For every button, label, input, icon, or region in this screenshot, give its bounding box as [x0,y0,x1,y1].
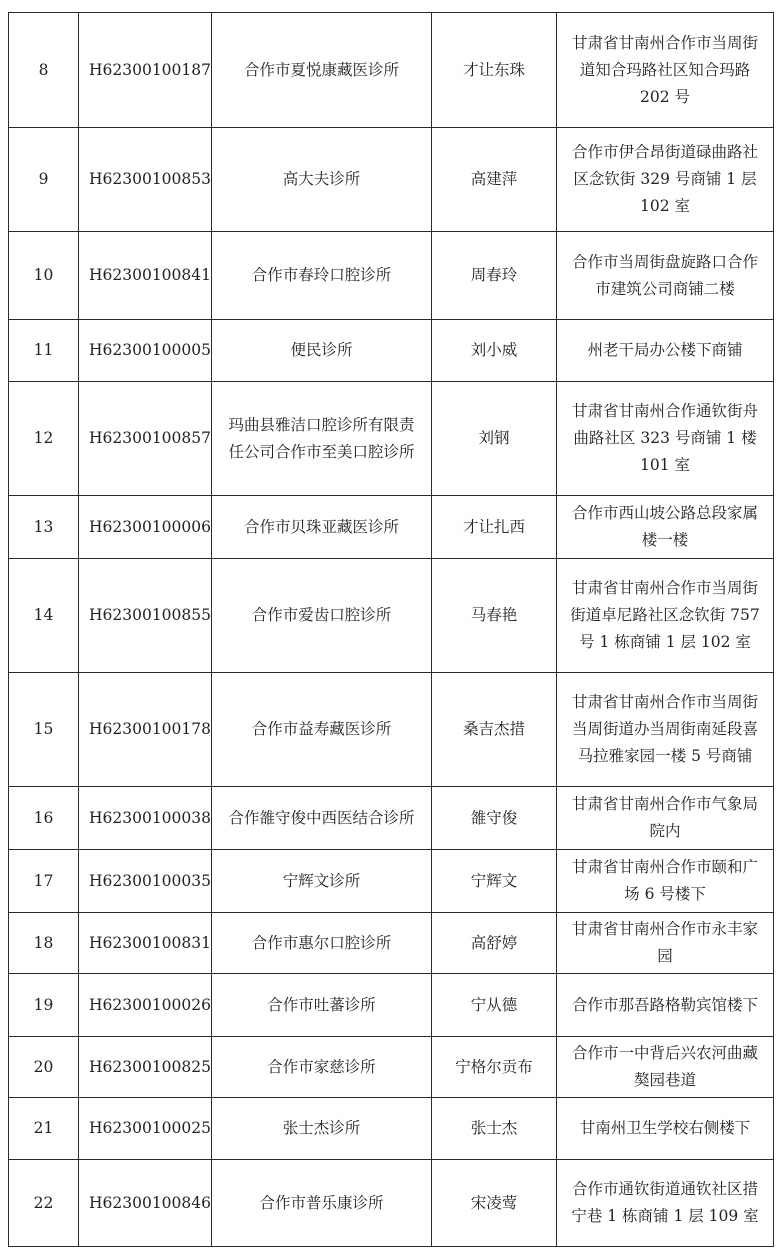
registration-code-cell: H62300100035 [79,850,212,913]
owner-name-cell: 宁从德 [432,974,557,1037]
clinic-name-cell: 张士杰诊所 [212,1098,432,1160]
address-cell: 合作市那吾路格勒宾馆楼下 [557,974,774,1037]
clinic-name-cell: 宁辉文诊所 [212,850,432,913]
owner-name-cell: 宋凌莺 [432,1160,557,1247]
clinic-name-cell: 合作市夏悦康藏医诊所 [212,13,432,128]
address-cell: 州老干局办公楼下商铺 [557,320,774,382]
address-cell: 甘肃省甘南州合作市当周街当周街道办当周街南延段喜马拉雅家园一楼 5 号商铺 [557,673,774,787]
table-row [9,128,774,232]
table-row [9,559,774,673]
table-body [9,13,774,1247]
address-cell: 合作市通钦街道通钦社区措宁巷 1 栋商铺 1 层 109 室 [557,1160,774,1247]
table-row [9,787,774,850]
clinic-name-cell: 玛曲县雅洁口腔诊所有限责任公司合作市至美口腔诊所 [212,382,432,496]
registration-code-cell: H62300100857 [79,382,212,496]
table-row [9,382,774,496]
clinic-name-cell: 合作市普乐康诊所 [212,1160,432,1247]
row-number-cell: 22 [9,1160,79,1247]
owner-name-cell: 才让扎西 [432,496,557,559]
owner-name-cell: 周春玲 [432,232,557,320]
table-row [9,1098,774,1160]
table-row [9,232,774,320]
clinic-name-cell: 合作市家慈诊所 [212,1037,432,1098]
clinic-name-cell: 便民诊所 [212,320,432,382]
table-row [9,1160,774,1247]
clinic-name-cell: 合作市益寿藏医诊所 [212,673,432,787]
clinic-name-cell: 合作市惠尔口腔诊所 [212,913,432,974]
table-row [9,496,774,559]
registration-code-cell: H62300100831 [79,913,212,974]
registration-code-cell: H62300100038 [79,787,212,850]
address-cell: 甘肃省甘南州合作市永丰家园 [557,913,774,974]
registration-code-cell: H62300100178 [79,673,212,787]
owner-name-cell: 刘小威 [432,320,557,382]
address-cell: 甘肃省甘南州合作通钦街舟曲路社区 323 号商铺 1 楼 101 室 [557,382,774,496]
row-number-cell: 8 [9,13,79,128]
row-number-cell: 18 [9,913,79,974]
registration-code-cell: H62300100841 [79,232,212,320]
row-number-cell: 10 [9,232,79,320]
address-cell: 甘肃省甘南州合作市气象局院内 [557,787,774,850]
row-number-cell: 17 [9,850,79,913]
row-number-cell: 19 [9,974,79,1037]
registration-code-cell: H62300100026 [79,974,212,1037]
registration-code-cell: H62300100855 [79,559,212,673]
clinic-name-cell: 高大夫诊所 [212,128,432,232]
row-number-cell: 15 [9,673,79,787]
owner-name-cell: 才让东珠 [432,13,557,128]
clinic-name-cell: 合作雒守俊中西医结合诊所 [212,787,432,850]
clinic-name-cell: 合作市爱齿口腔诊所 [212,559,432,673]
registration-code-cell: H62300100825 [79,1037,212,1098]
row-number-cell: 11 [9,320,79,382]
table-row [9,320,774,382]
address-cell: 合作市西山坡公路总段家属楼一楼 [557,496,774,559]
row-number-cell: 14 [9,559,79,673]
row-number-cell: 20 [9,1037,79,1098]
owner-name-cell: 宁辉文 [432,850,557,913]
owner-name-cell: 高舒婷 [432,913,557,974]
registration-code-cell: H62300100187 [79,13,212,128]
row-number-cell: 9 [9,128,79,232]
table-row [9,1037,774,1098]
address-cell: 甘肃省甘南州合作市当周街街道卓尼路社区念钦街 757 号 1 栋商铺 1 层 102 室 [557,559,774,673]
table-row [9,673,774,787]
clinic-name-cell: 合作市吐蕃诊所 [212,974,432,1037]
clinic-name-cell: 合作市春玲口腔诊所 [212,232,432,320]
address-cell: 合作市一中背后兴农河曲藏獒园巷道 [557,1037,774,1098]
address-cell: 甘南州卫生学校右侧楼下 [557,1098,774,1160]
address-cell: 合作市当周街盘旋路口合作市建筑公司商铺二楼 [557,232,774,320]
registration-code-cell: H62300100005 [79,320,212,382]
row-number-cell: 21 [9,1098,79,1160]
owner-name-cell: 高建萍 [432,128,557,232]
table-row [9,850,774,913]
row-number-cell: 13 [9,496,79,559]
registration-code-cell: H62300100025 [79,1098,212,1160]
owner-name-cell: 桑吉杰措 [432,673,557,787]
address-cell: 合作市伊合昂街道碌曲路社区念钦街 329 号商铺 1 层 102 室 [557,128,774,232]
table-row [9,974,774,1037]
registration-code-cell: H62300100846 [79,1160,212,1247]
row-number-cell: 16 [9,787,79,850]
address-cell: 甘肃省甘南州合作市颐和广场 6 号楼下 [557,850,774,913]
registration-code-cell: H62300100006 [79,496,212,559]
owner-name-cell: 雒守俊 [432,787,557,850]
table-row [9,13,774,128]
owner-name-cell: 刘钢 [432,382,557,496]
table-row [9,913,774,974]
clinic-name-cell: 合作市贝珠亚藏医诊所 [212,496,432,559]
address-cell: 甘肃省甘南州合作市当周街道知合玛路社区知合玛路 202 号 [557,13,774,128]
clinic-registry-table [8,12,774,1247]
owner-name-cell: 张士杰 [432,1098,557,1160]
owner-name-cell: 宁格尔贡布 [432,1037,557,1098]
row-number-cell: 12 [9,382,79,496]
owner-name-cell: 马春艳 [432,559,557,673]
registration-code-cell: H62300100853 [79,128,212,232]
